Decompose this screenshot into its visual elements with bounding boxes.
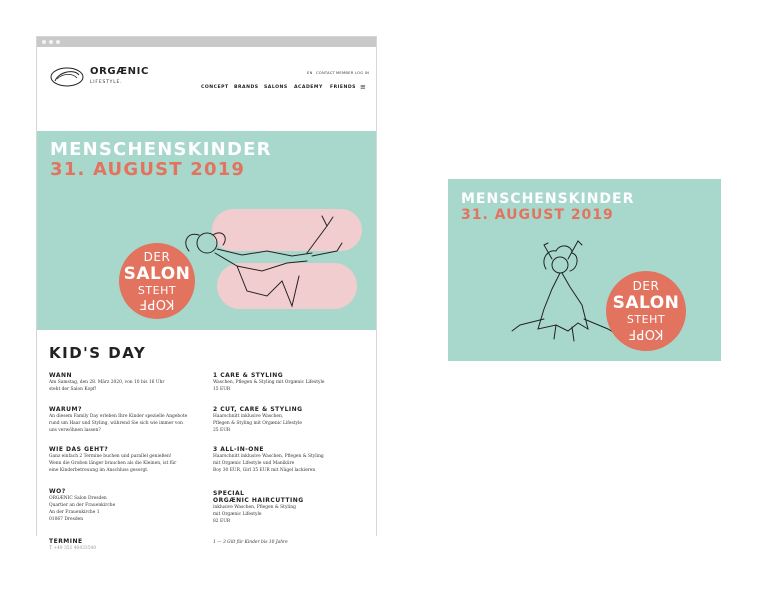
util-link-lang[interactable]: EN: [307, 71, 313, 75]
offer-price: 82 EUR: [213, 519, 231, 524]
info-line: eine Kinderbetreuung im Anschluss gesorgt.: [49, 468, 149, 473]
offer-price: 25 EUR: [213, 428, 231, 433]
nav-item-friends[interactable]: FRIENDS: [330, 85, 356, 90]
info-line: rund um Haar und Styling, während Sie sich wie immer von: [49, 421, 183, 426]
offer-price: Boy 30 EUR, Girl 35 EUR mit Nägel lackieren: [213, 468, 316, 473]
card-badge: [606, 271, 686, 351]
event-content: [37, 330, 376, 551]
website-mockup: [36, 36, 377, 551]
site-header: [37, 47, 376, 131]
pink-shape: [217, 263, 357, 309]
nav-item-salons[interactable]: SALONS: [264, 85, 288, 90]
badge-word: SALON: [123, 264, 191, 284]
info-title: WIE DAS GEHT?: [49, 446, 109, 453]
info-block: [49, 488, 209, 523]
card-date: 31. AUGUST 2019: [461, 207, 614, 223]
info-line: An der Frauenkirche 1: [49, 510, 100, 515]
info-title: WARUM?: [49, 406, 82, 413]
nav-item-brands[interactable]: BRANDS: [234, 85, 259, 90]
pink-shape: [212, 209, 362, 251]
info-title: WO?: [49, 488, 66, 495]
window-dot-icon: [42, 40, 46, 44]
section-heading: KID'S DAY: [49, 344, 147, 362]
info-block: [49, 538, 209, 552]
info-title: WANN: [49, 372, 73, 379]
nav-item-concept[interactable]: CONCEPT: [201, 85, 229, 90]
brand-name[interactable]: ORGÆNIC: [90, 66, 149, 77]
hero-illustration: [37, 131, 378, 330]
browser-chrome: [37, 37, 376, 47]
offer-block: [213, 490, 373, 525]
offer-block: [213, 372, 373, 393]
info-block: [49, 406, 219, 434]
badge-word: STEHT: [626, 313, 666, 326]
offer-line: inklusive Waschen, Pflegen & Styling: [213, 505, 296, 510]
offer-line: Haarschnitt inklusive Waschen,: [213, 414, 284, 419]
footnote: 1 — 3 Gilt für Kinder bis 10 Jahre: [213, 540, 288, 545]
info-line: steht der Salon Kopf!: [49, 387, 97, 392]
badge-word: DER: [632, 279, 660, 293]
info-line: uns verwöhnen lassen?: [49, 428, 101, 433]
hero-title: MENSCHENSKINDER: [50, 139, 272, 160]
info-line: 01067 Dresden: [49, 517, 84, 522]
offer-line: Pflegen & Styling mit Orgænic Lifestyle: [213, 421, 303, 426]
info-title: TERMINE: [49, 538, 83, 545]
info-line: ORGÆNIC Salon Dresden: [49, 496, 107, 501]
badge-der-salon-steht-kopf: [119, 243, 195, 319]
offer-price: 15 EUR: [213, 387, 231, 392]
info-line: Ganz einfach 2 Termine buchen und parallel genießen!: [49, 454, 172, 459]
event-card: [448, 179, 721, 361]
menu-icon[interactable]: ≡: [360, 83, 366, 91]
info-block: [49, 446, 219, 474]
util-link-login[interactable]: MEMBER LOG IN: [336, 71, 370, 75]
window-dot-icon: [56, 40, 60, 44]
logo-icon[interactable]: [49, 65, 85, 89]
badge-word: DER: [143, 250, 171, 264]
jumping-girl-drawing: [512, 241, 618, 341]
info-line: An diesem Family Day erleben Ihre Kinder spezielle Angebote: [49, 414, 188, 419]
badge-word: SALON: [612, 293, 680, 313]
offer-line: Waschen, Pflegen & Styling mit Orgænic Lifestyle: [213, 380, 325, 385]
offer-title: ORGÆNIC HAIRCUTTING: [213, 497, 304, 504]
offer-title: SPECIAL: [213, 490, 245, 497]
badge-word-flipped: KOPF: [628, 326, 664, 341]
info-line: Quartier an der Frauenkirche: [49, 503, 116, 508]
info-line: Wenn die Großen länger brauchen als die Kleinen, ist für: [49, 461, 177, 466]
nav-item-academy[interactable]: ACADEMY: [294, 85, 323, 90]
util-link-contact[interactable]: CONTACT: [316, 71, 336, 75]
hero-date: 31. AUGUST 2019: [50, 159, 246, 180]
info-block: [49, 372, 209, 393]
offer-title: 3 ALL-IN-ONE: [213, 446, 265, 453]
offer-line: Haarschnitt inklusive Waschen, Pflegen & Styling: [213, 454, 324, 459]
offer-block: [213, 406, 373, 434]
offer-line: mit Orgænic Lifestyle und Maniküre: [213, 461, 295, 466]
info-line: Am Samstag, den 28. März 2020, von 10 bis 16 Uhr: [49, 380, 165, 385]
offer-title: 2 CUT, CARE & STYLING: [213, 406, 303, 413]
window-dot-icon: [49, 40, 53, 44]
phone-link[interactable]: T +49 351 40433540: [49, 546, 97, 551]
offer-title: 1 CARE & STYLING: [213, 372, 284, 379]
badge-word-flipped: KOPF: [139, 296, 175, 311]
hero-banner: [37, 131, 376, 330]
card-title: MENSCHENSKINDER: [461, 191, 635, 207]
offer-line: mit Orgænic Lifestyle: [213, 512, 262, 517]
offer-block: [213, 446, 378, 474]
badge-word: STEHT: [137, 284, 177, 297]
brand-subtitle: LIFESTYLE.: [90, 80, 123, 85]
